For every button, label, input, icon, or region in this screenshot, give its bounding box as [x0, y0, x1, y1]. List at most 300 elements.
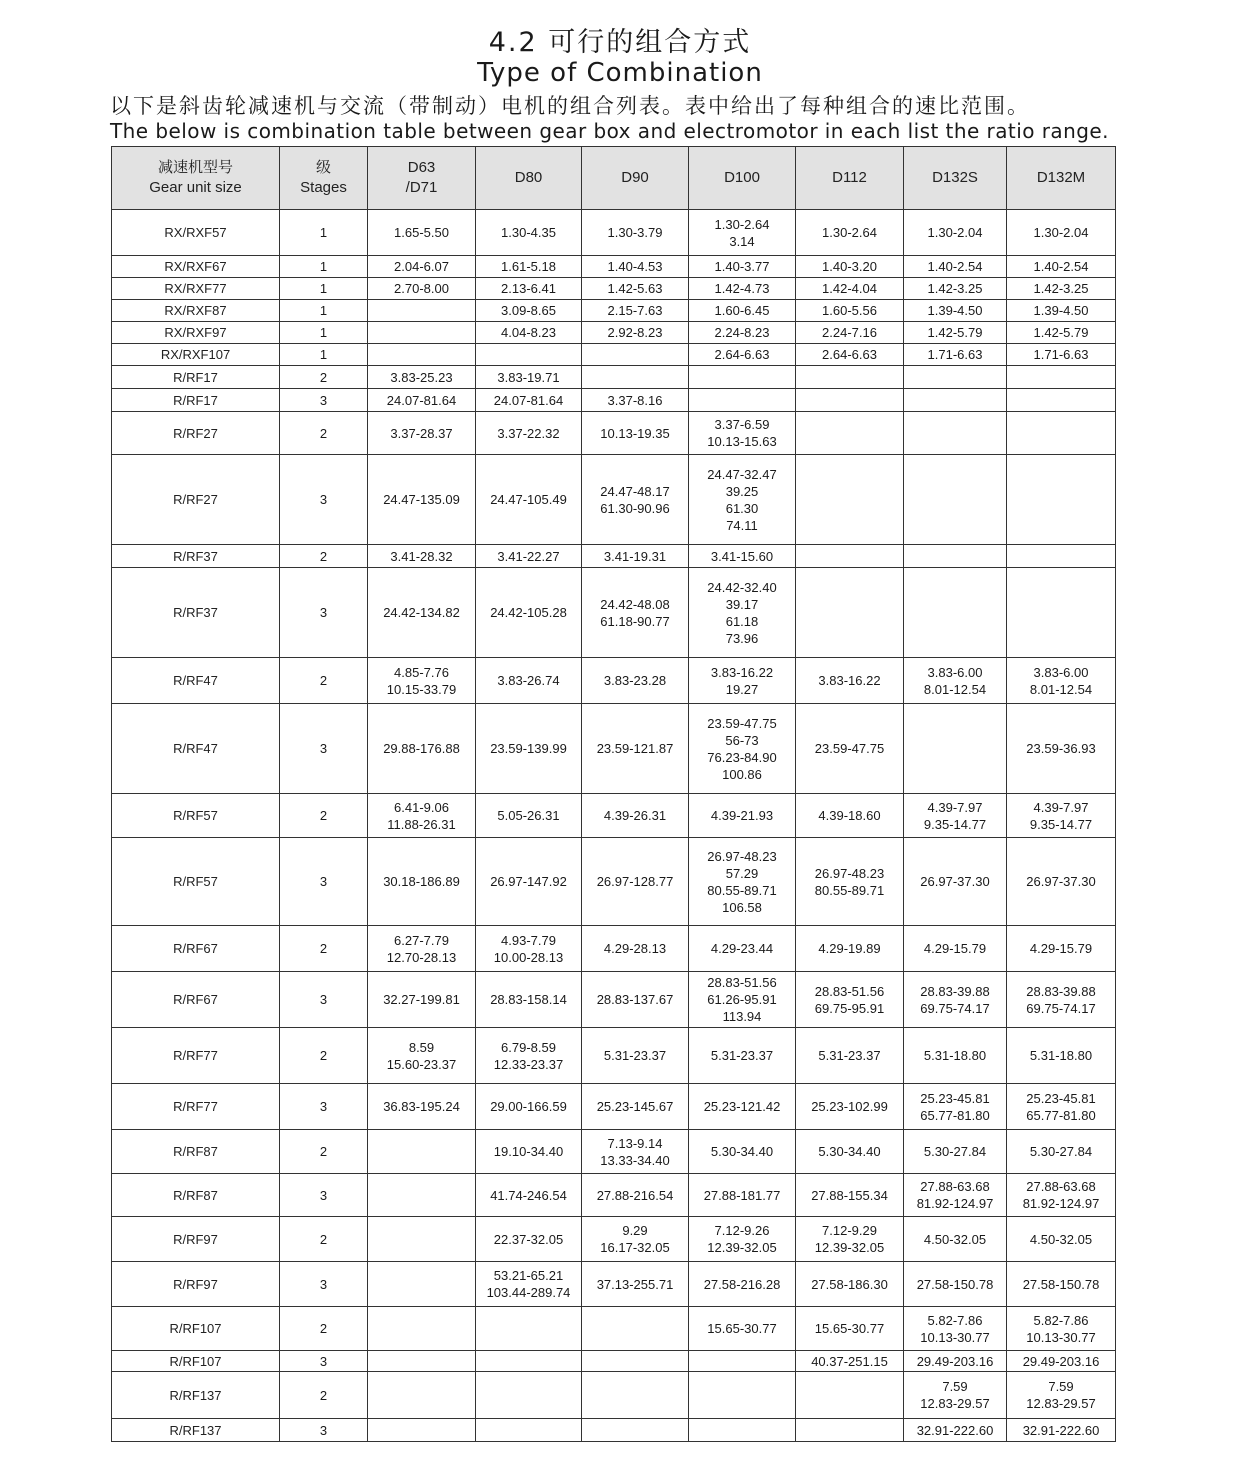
combination-table: [111, 146, 1116, 1442]
cell-stages: 1: [280, 210, 368, 256]
cell-d112: [796, 366, 904, 389]
cell-d90: [582, 1419, 689, 1442]
cell-d132m: 4.29-15.79: [1007, 926, 1116, 972]
table-row: [112, 1217, 1116, 1262]
cell-stages: 3: [280, 704, 368, 794]
cell-d80: 29.00-166.59: [476, 1084, 582, 1130]
cell-d132s: 26.97-37.30: [904, 838, 1007, 926]
cell-d63-d71: 1.65-5.50: [368, 210, 476, 256]
cell-stages: 3: [280, 1084, 368, 1130]
table-row: [112, 838, 1116, 926]
cell-model: R/RF107: [112, 1351, 280, 1372]
cell-d132m: 1.40-2.54: [1007, 256, 1116, 278]
cell-stages: 2: [280, 926, 368, 972]
cell-d100: 7.12-9.26 12.39-32.05: [689, 1217, 796, 1262]
cell-model: R/RF67: [112, 926, 280, 972]
cell-d132m: [1007, 412, 1116, 455]
cell-d63-d71: 32.27-199.81: [368, 972, 476, 1028]
table-row: [112, 1419, 1116, 1442]
cell-model: R/RF137: [112, 1372, 280, 1419]
cell-d132s: 27.58-150.78: [904, 1262, 1007, 1307]
table-row: [112, 278, 1116, 300]
header-stages: [280, 147, 368, 210]
cell-d100: 2.64-6.63: [689, 344, 796, 366]
cell-d63-d71: 2.70-8.00: [368, 278, 476, 300]
cell-d132s: 5.31-18.80: [904, 1028, 1007, 1084]
cell-model: R/RF57: [112, 794, 280, 838]
cell-d63-d71: 24.47-135.09: [368, 455, 476, 545]
cell-d112: [796, 412, 904, 455]
cell-model: RX/RXF97: [112, 322, 280, 344]
cell-d90: 10.13-19.35: [582, 412, 689, 455]
cell-d80: 3.41-22.27: [476, 545, 582, 568]
header-line: Stages: [300, 179, 347, 196]
cell-d100: [689, 389, 796, 412]
cell-d80: 22.37-32.05: [476, 1217, 582, 1262]
intro-text-en: The below is combination table between gear box and electromotor in each list the ratio range.: [110, 119, 1109, 143]
cell-stages: 2: [280, 366, 368, 389]
table-row: [112, 1307, 1116, 1351]
cell-model: R/RF17: [112, 389, 280, 412]
header-line: 级: [315, 159, 331, 176]
cell-d112: 4.39-18.60: [796, 794, 904, 838]
cell-stages: 1: [280, 256, 368, 278]
cell-d132s: 4.50-32.05: [904, 1217, 1007, 1262]
cell-stages: 2: [280, 1372, 368, 1419]
cell-stages: 1: [280, 344, 368, 366]
cell-d100: 5.31-23.37: [689, 1028, 796, 1084]
cell-d132s: 27.88-63.68 81.92-124.97: [904, 1174, 1007, 1217]
cell-d63-d71: [368, 1174, 476, 1217]
cell-d80: 24.47-105.49: [476, 455, 582, 545]
cell-d90: 27.88-216.54: [582, 1174, 689, 1217]
cell-model: R/RF67: [112, 972, 280, 1028]
table-row: [112, 1351, 1116, 1372]
cell-d112: 23.59-47.75: [796, 704, 904, 794]
cell-d132m: 32.91-222.60: [1007, 1419, 1116, 1442]
cell-d132s: 3.83-6.00 8.01-12.54: [904, 658, 1007, 704]
table-body: [112, 210, 1116, 1442]
cell-d112: [796, 389, 904, 412]
table-row: [112, 1130, 1116, 1174]
cell-d90: 1.42-5.63: [582, 278, 689, 300]
header-line: /D71: [405, 179, 438, 196]
table-header-row: [112, 147, 1116, 210]
cell-d63-d71: [368, 1217, 476, 1262]
cell-stages: 1: [280, 278, 368, 300]
header-d132s: [904, 147, 1007, 210]
cell-d63-d71: 24.07-81.64: [368, 389, 476, 412]
table-row: [112, 344, 1116, 366]
header-gear-unit-size: [112, 147, 280, 210]
cell-d80: 26.97-147.92: [476, 838, 582, 926]
cell-d132s: [904, 704, 1007, 794]
cell-d132m: 4.39-7.97 9.35-14.77: [1007, 794, 1116, 838]
cell-d112: [796, 568, 904, 658]
cell-d90: 3.83-23.28: [582, 658, 689, 704]
cell-d112: 5.30-34.40: [796, 1130, 904, 1174]
cell-d112: 27.58-186.30: [796, 1262, 904, 1307]
cell-model: R/RF57: [112, 838, 280, 926]
cell-d132m: 1.42-5.79: [1007, 322, 1116, 344]
cell-d100: 26.97-48.23 57.29 80.55-89.71 106.58: [689, 838, 796, 926]
cell-model: R/RF37: [112, 545, 280, 568]
table-row: [112, 568, 1116, 658]
cell-model: R/RF47: [112, 658, 280, 704]
table-row: [112, 926, 1116, 972]
cell-d132s: 1.42-5.79: [904, 322, 1007, 344]
table-row: [112, 322, 1116, 344]
cell-stages: 3: [280, 389, 368, 412]
cell-d100: 28.83-51.56 61.26-95.91 113.94: [689, 972, 796, 1028]
table-row: [112, 658, 1116, 704]
cell-d132m: [1007, 568, 1116, 658]
page-title-en: Type of Combination: [477, 58, 763, 88]
cell-d90: 24.47-48.17 61.30-90.96: [582, 455, 689, 545]
cell-d63-d71: 3.41-28.32: [368, 545, 476, 568]
cell-d100: 24.47-32.47 39.25 61.30 74.11: [689, 455, 796, 545]
cell-d90: 3.37-8.16: [582, 389, 689, 412]
table-row: [112, 704, 1116, 794]
cell-d90: 1.30-3.79: [582, 210, 689, 256]
cell-d132m: [1007, 455, 1116, 545]
cell-d132m: 1.42-3.25: [1007, 278, 1116, 300]
cell-d80: 53.21-65.21 103.44-289.74: [476, 1262, 582, 1307]
header-line: D132M: [1036, 169, 1086, 186]
cell-d80: [476, 1419, 582, 1442]
cell-d100: 3.41-15.60: [689, 545, 796, 568]
cell-stages: 2: [280, 794, 368, 838]
cell-d63-d71: 8.59 15.60-23.37: [368, 1028, 476, 1084]
cell-d100: [689, 1372, 796, 1419]
cell-d63-d71: [368, 1262, 476, 1307]
cell-d90: [582, 1307, 689, 1351]
cell-d80: 19.10-34.40: [476, 1130, 582, 1174]
cell-stages: 1: [280, 322, 368, 344]
cell-d100: 1.60-6.45: [689, 300, 796, 322]
cell-d90: 7.13-9.14 13.33-34.40: [582, 1130, 689, 1174]
table-row: [112, 455, 1116, 545]
cell-d100: 4.39-21.93: [689, 794, 796, 838]
cell-d100: 5.30-34.40: [689, 1130, 796, 1174]
cell-d100: 1.30-2.64 3.14: [689, 210, 796, 256]
cell-d100: 3.83-16.22 19.27: [689, 658, 796, 704]
cell-d90: 25.23-145.67: [582, 1084, 689, 1130]
cell-d80: [476, 1351, 582, 1372]
header-line: 减速机型号: [157, 159, 233, 176]
cell-d80: 1.61-5.18: [476, 256, 582, 278]
header-d132m: [1007, 147, 1116, 210]
cell-d90: 2.15-7.63: [582, 300, 689, 322]
table-row: [112, 366, 1116, 389]
cell-d112: 26.97-48.23 80.55-89.71: [796, 838, 904, 926]
cell-stages: 3: [280, 972, 368, 1028]
cell-d100: 4.29-23.44: [689, 926, 796, 972]
cell-d112: 1.42-4.04: [796, 278, 904, 300]
cell-d132s: 5.82-7.86 10.13-30.77: [904, 1307, 1007, 1351]
cell-d112: 28.83-51.56 69.75-95.91: [796, 972, 904, 1028]
cell-d90: 23.59-121.87: [582, 704, 689, 794]
cell-d112: [796, 1372, 904, 1419]
cell-d100: 3.37-6.59 10.13-15.63: [689, 412, 796, 455]
cell-d132m: 26.97-37.30: [1007, 838, 1116, 926]
table-row: [112, 1084, 1116, 1130]
header-d112: [796, 147, 904, 210]
header-d100: [689, 147, 796, 210]
cell-d63-d71: 36.83-195.24: [368, 1084, 476, 1130]
cell-d112: 25.23-102.99: [796, 1084, 904, 1130]
cell-stages: 1: [280, 300, 368, 322]
table-row: [112, 794, 1116, 838]
table-row: [112, 1028, 1116, 1084]
page-title-cn: 4.2 可行的组合方式: [488, 27, 752, 58]
cell-d100: 2.24-8.23: [689, 322, 796, 344]
cell-d80: 4.04-8.23: [476, 322, 582, 344]
cell-d100: 27.88-181.77: [689, 1174, 796, 1217]
cell-model: RX/RXF57: [112, 210, 280, 256]
header-line: D100: [724, 169, 760, 186]
cell-d63-d71: [368, 300, 476, 322]
cell-d132s: 25.23-45.81 65.77-81.80: [904, 1084, 1007, 1130]
cell-d132s: 1.40-2.54: [904, 256, 1007, 278]
cell-model: R/RF27: [112, 412, 280, 455]
cell-d80: 3.37-22.32: [476, 412, 582, 455]
cell-d132m: 28.83-39.88 69.75-74.17: [1007, 972, 1116, 1028]
cell-d80: 4.93-7.79 10.00-28.13: [476, 926, 582, 972]
cell-stages: 2: [280, 545, 368, 568]
cell-stages: 3: [280, 1351, 368, 1372]
cell-d80: 2.13-6.41: [476, 278, 582, 300]
cell-d80: 1.30-4.35: [476, 210, 582, 256]
cell-d132s: 32.91-222.60: [904, 1419, 1007, 1442]
cell-d132s: 7.59 12.83-29.57: [904, 1372, 1007, 1419]
header-line: D80: [514, 169, 543, 186]
cell-d80: 3.09-8.65: [476, 300, 582, 322]
cell-d112: [796, 455, 904, 545]
header-d63-d71: [368, 147, 476, 210]
cell-model: R/RF17: [112, 366, 280, 389]
cell-d90: [582, 1372, 689, 1419]
cell-d80: 24.42-105.28: [476, 568, 582, 658]
cell-d132m: [1007, 389, 1116, 412]
cell-d132m: 3.83-6.00 8.01-12.54: [1007, 658, 1116, 704]
cell-d80: 3.83-26.74: [476, 658, 582, 704]
cell-d90: 3.41-19.31: [582, 545, 689, 568]
cell-d112: 2.24-7.16: [796, 322, 904, 344]
cell-d132s: 4.39-7.97 9.35-14.77: [904, 794, 1007, 838]
cell-d80: 23.59-139.99: [476, 704, 582, 794]
intro-text-cn: 以下是斜齿轮减速机与交流（带制动）电机的组合列表。表中给出了每种组合的速比范围。: [110, 94, 1030, 118]
cell-d90: 4.29-28.13: [582, 926, 689, 972]
cell-d132s: 5.30-27.84: [904, 1130, 1007, 1174]
cell-d100: 27.58-216.28: [689, 1262, 796, 1307]
cell-model: R/RF97: [112, 1217, 280, 1262]
cell-d112: 3.83-16.22: [796, 658, 904, 704]
cell-model: R/RF47: [112, 704, 280, 794]
cell-d100: 24.42-32.40 39.17 61.18 73.96: [689, 568, 796, 658]
cell-d63-d71: 3.83-25.23: [368, 366, 476, 389]
cell-model: RX/RXF67: [112, 256, 280, 278]
cell-model: R/RF97: [112, 1262, 280, 1307]
cell-d80: 24.07-81.64: [476, 389, 582, 412]
cell-d132s: 1.30-2.04: [904, 210, 1007, 256]
cell-d100: [689, 1419, 796, 1442]
cell-d112: 40.37-251.15: [796, 1351, 904, 1372]
cell-d90: 2.92-8.23: [582, 322, 689, 344]
cell-d112: 1.40-3.20: [796, 256, 904, 278]
cell-stages: 3: [280, 568, 368, 658]
cell-d90: 28.83-137.67: [582, 972, 689, 1028]
cell-d112: 2.64-6.63: [796, 344, 904, 366]
cell-d90: [582, 344, 689, 366]
cell-d112: 1.30-2.64: [796, 210, 904, 256]
cell-d90: 4.39-26.31: [582, 794, 689, 838]
cell-d112: 4.29-19.89: [796, 926, 904, 972]
cell-d63-d71: 2.04-6.07: [368, 256, 476, 278]
cell-stages: 3: [280, 1262, 368, 1307]
cell-stages: 3: [280, 455, 368, 545]
cell-d112: [796, 545, 904, 568]
cell-d112: 5.31-23.37: [796, 1028, 904, 1084]
cell-d100: 1.42-4.73: [689, 278, 796, 300]
table-row: [112, 1372, 1116, 1419]
cell-d112: 7.12-9.29 12.39-32.05: [796, 1217, 904, 1262]
cell-d63-d71: 6.27-7.79 12.70-28.13: [368, 926, 476, 972]
cell-d132s: 4.29-15.79: [904, 926, 1007, 972]
cell-stages: 2: [280, 1028, 368, 1084]
cell-d132s: 29.49-203.16: [904, 1351, 1007, 1372]
cell-d132m: 4.50-32.05: [1007, 1217, 1116, 1262]
cell-d132m: 1.71-6.63: [1007, 344, 1116, 366]
cell-d100: [689, 1351, 796, 1372]
cell-stages: 2: [280, 1130, 368, 1174]
cell-model: RX/RXF107: [112, 344, 280, 366]
header-line: D132S: [932, 169, 978, 186]
cell-d132s: [904, 568, 1007, 658]
cell-d63-d71: [368, 322, 476, 344]
cell-model: R/RF87: [112, 1130, 280, 1174]
cell-d90: [582, 1351, 689, 1372]
cell-d90: 5.31-23.37: [582, 1028, 689, 1084]
cell-d132s: [904, 389, 1007, 412]
cell-d80: 6.79-8.59 12.33-23.37: [476, 1028, 582, 1084]
cell-d132m: 23.59-36.93: [1007, 704, 1116, 794]
cell-model: R/RF27: [112, 455, 280, 545]
cell-d63-d71: [368, 1372, 476, 1419]
cell-d90: 37.13-255.71: [582, 1262, 689, 1307]
cell-d132m: 29.49-203.16: [1007, 1351, 1116, 1372]
table-row: [112, 545, 1116, 568]
cell-d63-d71: [368, 1419, 476, 1442]
header-d90: [582, 147, 689, 210]
cell-d132s: 1.39-4.50: [904, 300, 1007, 322]
cell-d132m: 5.82-7.86 10.13-30.77: [1007, 1307, 1116, 1351]
cell-d63-d71: 29.88-176.88: [368, 704, 476, 794]
cell-d90: 24.42-48.08 61.18-90.77: [582, 568, 689, 658]
cell-stages: 2: [280, 658, 368, 704]
cell-model: R/RF107: [112, 1307, 280, 1351]
cell-d80: 41.74-246.54: [476, 1174, 582, 1217]
table-row: [112, 210, 1116, 256]
cell-d63-d71: 30.18-186.89: [368, 838, 476, 926]
cell-model: R/RF77: [112, 1084, 280, 1130]
cell-d132m: 7.59 12.83-29.57: [1007, 1372, 1116, 1419]
header-line: D112: [832, 169, 867, 186]
cell-d80: [476, 344, 582, 366]
cell-d90: [582, 366, 689, 389]
cell-d100: 1.40-3.77: [689, 256, 796, 278]
cell-d132m: 1.30-2.04: [1007, 210, 1116, 256]
cell-stages: 2: [280, 1307, 368, 1351]
table-row: [112, 1262, 1116, 1307]
cell-stages: 2: [280, 412, 368, 455]
cell-model: R/RF137: [112, 1419, 280, 1442]
cell-d63-d71: [368, 1307, 476, 1351]
cell-d112: [796, 1419, 904, 1442]
cell-d132m: 27.88-63.68 81.92-124.97: [1007, 1174, 1116, 1217]
cell-model: R/RF37: [112, 568, 280, 658]
cell-d112: 27.88-155.34: [796, 1174, 904, 1217]
header-line: D63: [407, 159, 436, 176]
cell-d132s: 28.83-39.88 69.75-74.17: [904, 972, 1007, 1028]
cell-d63-d71: 4.85-7.76 10.15-33.79: [368, 658, 476, 704]
cell-d63-d71: 24.42-134.82: [368, 568, 476, 658]
cell-d100: 25.23-121.42: [689, 1084, 796, 1130]
cell-d132m: 25.23-45.81 65.77-81.80: [1007, 1084, 1116, 1130]
cell-d63-d71: [368, 344, 476, 366]
cell-d63-d71: 3.37-28.37: [368, 412, 476, 455]
cell-stages: 3: [280, 1174, 368, 1217]
cell-d112: 1.60-5.56: [796, 300, 904, 322]
cell-d80: 5.05-26.31: [476, 794, 582, 838]
cell-d112: 15.65-30.77: [796, 1307, 904, 1351]
cell-stages: 3: [280, 1419, 368, 1442]
cell-d132m: 27.58-150.78: [1007, 1262, 1116, 1307]
cell-d63-d71: [368, 1351, 476, 1372]
cell-model: R/RF77: [112, 1028, 280, 1084]
cell-d80: 28.83-158.14: [476, 972, 582, 1028]
cell-d63-d71: [368, 1130, 476, 1174]
cell-d90: 1.40-4.53: [582, 256, 689, 278]
cell-d100: 23.59-47.75 56-73 76.23-84.90 100.86: [689, 704, 796, 794]
cell-d90: 26.97-128.77: [582, 838, 689, 926]
table-row: [112, 972, 1116, 1028]
cell-d132m: [1007, 366, 1116, 389]
cell-d132m: 5.31-18.80: [1007, 1028, 1116, 1084]
header-line: Gear unit size: [149, 179, 242, 196]
cell-d132s: [904, 545, 1007, 568]
cell-d100: 15.65-30.77: [689, 1307, 796, 1351]
cell-d90: 9.29 16.17-32.05: [582, 1217, 689, 1262]
cell-d80: [476, 1372, 582, 1419]
cell-d132m: 1.39-4.50: [1007, 300, 1116, 322]
cell-d132s: 1.42-3.25: [904, 278, 1007, 300]
cell-d132s: [904, 455, 1007, 545]
cell-d132s: [904, 412, 1007, 455]
cell-d132m: 5.30-27.84: [1007, 1130, 1116, 1174]
table-row: [112, 256, 1116, 278]
cell-d63-d71: 6.41-9.06 11.88-26.31: [368, 794, 476, 838]
table-row: [112, 412, 1116, 455]
table-row: [112, 300, 1116, 322]
cell-stages: 2: [280, 1217, 368, 1262]
cell-model: R/RF87: [112, 1174, 280, 1217]
cell-d132s: 1.71-6.63: [904, 344, 1007, 366]
cell-model: RX/RXF87: [112, 300, 280, 322]
cell-d80: 3.83-19.71: [476, 366, 582, 389]
table-row: [112, 1174, 1116, 1217]
cell-d132m: [1007, 545, 1116, 568]
